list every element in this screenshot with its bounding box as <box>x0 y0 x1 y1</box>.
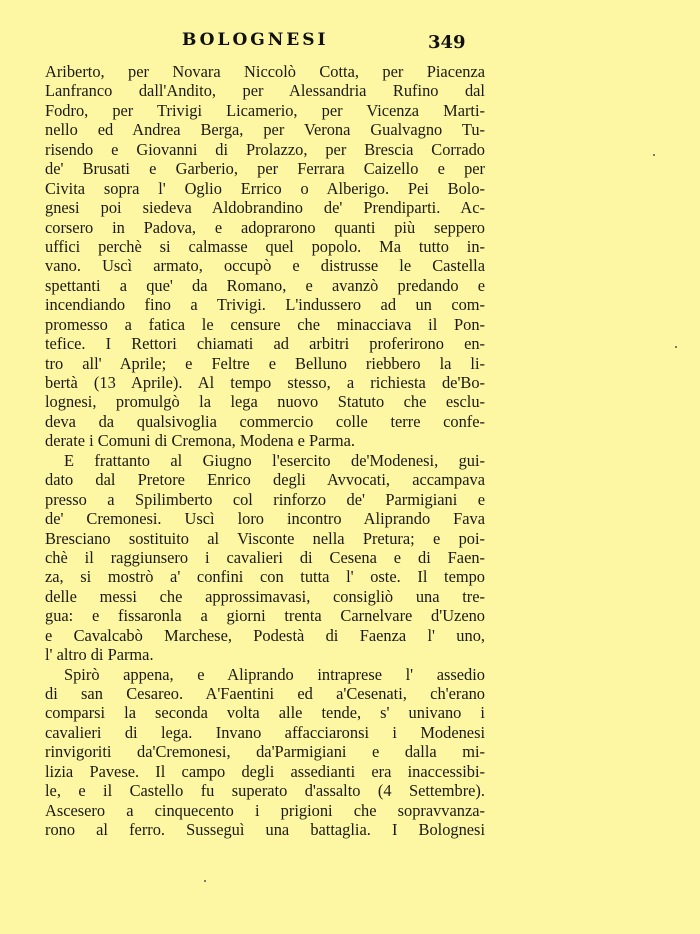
text-line: Ascesero a cinquecento i prigioni che sopravvanza- <box>45 800 485 820</box>
page-number: 349 <box>428 32 466 53</box>
text-line: corsero in Padova, e adoprarono quanti più seppero <box>45 217 485 237</box>
text-line: rono al ferro. Susseguì una battaglia. I Bolognesi <box>45 820 485 840</box>
text-line: vano. Uscì armato, occupò e distrusse le Castella <box>45 256 485 276</box>
text-line: E frattanto al Giugno l'esercito de'Modenesi, gui- <box>64 450 485 470</box>
text-line: uffici perchè si calmasse quel popolo. Ma tutto in- <box>45 236 485 256</box>
text-line: promesso a fatica le censure che minacciava il Pon- <box>45 314 485 334</box>
text-line: le, e il Castello fu superato d'assalto (4 Settembre). <box>45 781 485 801</box>
text-line: Ariberto, per Novara Niccolò Cotta, per Piacenza <box>45 62 485 81</box>
text-line: dato dal Pretore Enrico degli Avvocati, accampava <box>45 470 485 490</box>
text-line: bertà (13 Aprile). Al tempo stesso, a richiesta de'Bo- <box>45 373 485 392</box>
text-line: de' Brusati e Garberio, per Ferrara Caizello e per <box>45 159 485 179</box>
text-line: delle messi che approssimavasi, consigliò una tre- <box>45 586 485 606</box>
running-head: BOLOGNESI <box>182 30 329 50</box>
text-line: tro all' Aprile; e Feltre e Belluno riebbero la li- <box>45 353 485 373</box>
text-line: e Cavalcabò Marchese, Podestà di Faenza l' uno, <box>45 625 485 645</box>
text-line: tefice. I Rettori chiamati ad arbitri proferirono en- <box>45 334 485 354</box>
text-line: Lanfranco dall'Andito, per Alessandria Rufino dal <box>45 81 485 101</box>
text-line: rinvigoriti da'Cremonesi, da'Parmigiani e dalla mi- <box>45 742 485 762</box>
body-text <box>45 62 485 840</box>
text-line: lognesi, promulgò la lega nuovo Statuto che esclu- <box>45 392 485 412</box>
text-line: incendiando fino a Trivigi. L'indussero ad un com- <box>45 295 485 315</box>
text-line: gnesi poi siedeva Aldobrandino de' Prendiparti. Ac- <box>45 198 485 218</box>
text-line: derate i Comuni di Cremona, Modena e Parma. <box>45 431 355 451</box>
text-line: presso a Spilimberto col rinforzo de' Parmigiani e <box>45 489 485 509</box>
paper-speck <box>675 346 677 348</box>
text-line: za, si mostrò a' confini con tutta l' oste. Il tempo <box>45 567 485 587</box>
text-line: Fodro, per Trivigi Licamerio, per Vicenza Marti- <box>45 100 485 120</box>
text-line: di san Cesareo. A'Faentini ed a'Cesenati, ch'erano <box>45 684 485 703</box>
text-line: risendo e Giovanni di Prolazzo, per Brescia Corrado <box>45 139 485 159</box>
text-line: Spirò appena, e Aliprando intraprese l' assedio <box>64 664 485 684</box>
paper-speck <box>204 880 206 882</box>
text-line: nello ed Andrea Berga, per Verona Gualvagno Tu- <box>45 120 485 140</box>
paper-speck <box>653 154 655 156</box>
text-line: Bresciano sostituito al Visconte nella Pretura; e poi- <box>45 528 485 548</box>
text-line: spettanti a que' da Romano, e avanzò predando e <box>45 275 485 295</box>
text-line: deva da qualsivoglia commercio colle terre confe- <box>45 411 485 431</box>
text-line: comparsi la seconda volta alle tende, s' univano i <box>45 703 485 723</box>
text-line: gua: e fissaronla a giorni trenta Carnelvare d'Uzeno <box>45 606 485 626</box>
text-line: Civita sopra l' Oglio Errico o Alberigo. Pei Bolo- <box>45 178 485 198</box>
text-line: lizia Pavese. Il campo degli assedianti era inaccessibi- <box>45 761 485 781</box>
text-line: cavalieri di lega. Invano affacciaronsi i Modenesi <box>45 722 485 742</box>
text-line: l' altro di Parma. <box>45 645 154 665</box>
text-line: chè il raggiunsero i cavalieri di Cesena e di Faen- <box>45 547 485 567</box>
text-line: de' Cremonesi. Uscì loro incontro Aliprando Fava <box>45 509 485 529</box>
